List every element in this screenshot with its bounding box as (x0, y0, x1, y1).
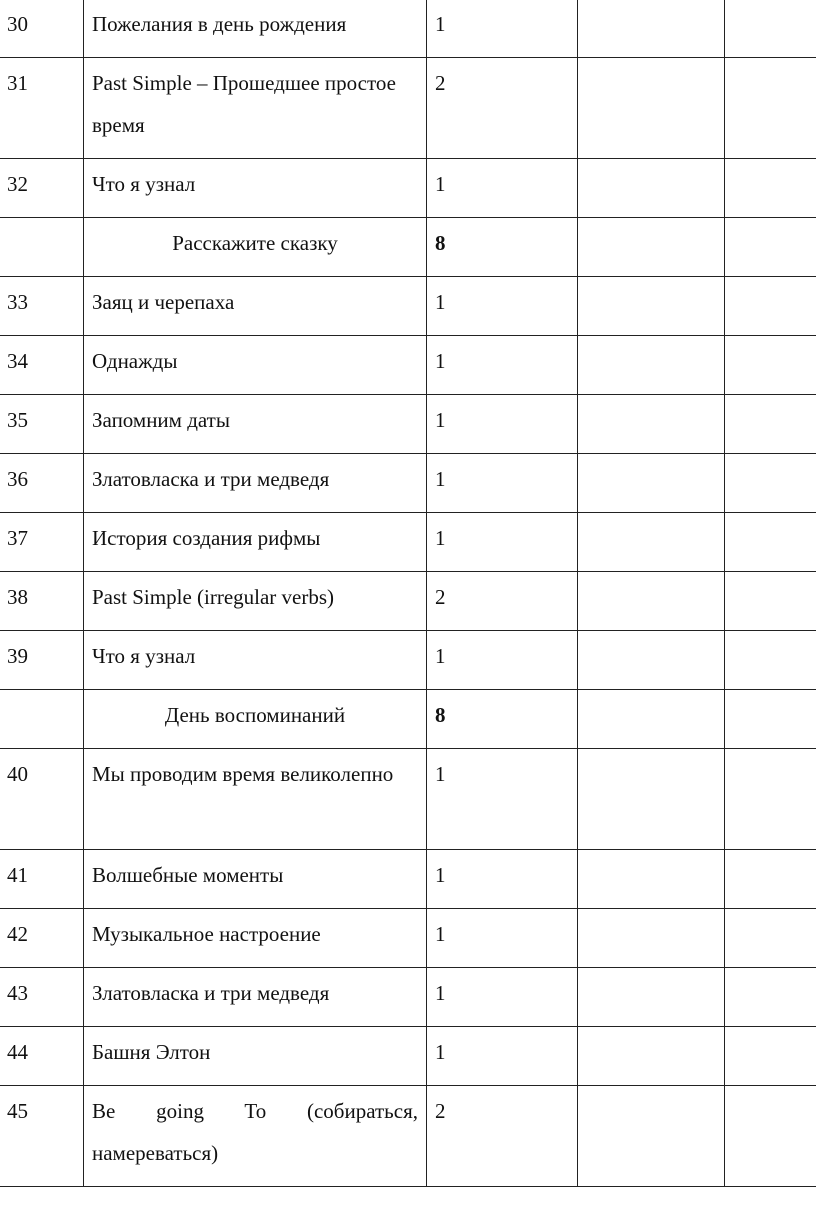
table-row (0, 1027, 816, 1086)
empty-cell (725, 850, 816, 909)
lesson-topic: Что я узнал (84, 159, 427, 218)
lesson-topic: Past Simple (irregular verbs) (84, 572, 427, 631)
lesson-topic: Мы проводим время великолепно (84, 749, 427, 850)
lesson-hours: 2 (427, 58, 578, 159)
empty-cell (725, 968, 816, 1027)
lesson-number: 34 (0, 336, 84, 395)
lesson-topic: Волшебные моменты (84, 850, 427, 909)
table-row (0, 850, 816, 909)
lesson-number: 45 (0, 1086, 84, 1187)
lesson-topic: Past Simple – Прошедшее простое время (84, 58, 427, 159)
empty-cell (578, 572, 725, 631)
table-row (0, 159, 816, 218)
empty-cell (725, 749, 816, 850)
section-number (0, 690, 84, 749)
lesson-hours: 1 (427, 968, 578, 1027)
lesson-topic: Be going To (собираться, намереваться) (84, 1086, 427, 1187)
empty-cell (578, 968, 725, 1027)
table-row (0, 277, 816, 336)
empty-cell (725, 58, 816, 159)
lesson-topic: Златовласка и три медведя (84, 454, 427, 513)
empty-cell (725, 277, 816, 336)
lesson-hours: 1 (427, 0, 578, 58)
lesson-hours: 1 (427, 513, 578, 572)
empty-cell (578, 58, 725, 159)
lesson-topic: Заяц и черепаха (84, 277, 427, 336)
lesson-number: 40 (0, 749, 84, 850)
empty-cell (578, 454, 725, 513)
empty-cell (578, 277, 725, 336)
table-row (0, 749, 816, 850)
empty-cell (578, 0, 725, 58)
empty-cell (725, 218, 816, 277)
empty-cell (725, 690, 816, 749)
lesson-topic: Златовласка и три медведя (84, 968, 427, 1027)
lesson-topic: Пожелания в день рождения (84, 0, 427, 58)
empty-cell (725, 1086, 816, 1187)
table-row (0, 572, 816, 631)
lesson-hours: 1 (427, 631, 578, 690)
table-row (0, 395, 816, 454)
empty-cell (725, 0, 816, 58)
empty-cell (578, 850, 725, 909)
empty-cell (578, 690, 725, 749)
table-row (0, 631, 816, 690)
table-row (0, 909, 816, 968)
empty-cell (578, 1027, 725, 1086)
empty-cell (725, 1027, 816, 1086)
empty-cell (578, 749, 725, 850)
lesson-number: 31 (0, 58, 84, 159)
lesson-hours: 1 (427, 159, 578, 218)
empty-cell (725, 454, 816, 513)
empty-cell (725, 572, 816, 631)
lesson-hours: 1 (427, 1027, 578, 1086)
table-row (0, 0, 816, 58)
lesson-topic: Что я узнал (84, 631, 427, 690)
empty-cell (725, 513, 816, 572)
lesson-topic: Башня Элтон (84, 1027, 427, 1086)
empty-cell (578, 513, 725, 572)
section-hours: 8 (427, 218, 578, 277)
section-row (0, 690, 816, 749)
lesson-hours: 2 (427, 572, 578, 631)
lesson-hours: 1 (427, 909, 578, 968)
empty-cell (725, 631, 816, 690)
empty-cell (578, 218, 725, 277)
lesson-topic: Музыкальное настроение (84, 909, 427, 968)
lesson-topic: Однажды (84, 336, 427, 395)
table-row (0, 336, 816, 395)
table-row (0, 513, 816, 572)
lesson-number: 43 (0, 968, 84, 1027)
lesson-hours: 2 (427, 1086, 578, 1187)
section-title: Расскажите сказку (84, 218, 427, 277)
lesson-hours: 1 (427, 749, 578, 850)
lesson-number: 37 (0, 513, 84, 572)
empty-cell (725, 395, 816, 454)
empty-cell (578, 909, 725, 968)
table-row (0, 1086, 816, 1187)
section-row (0, 218, 816, 277)
lesson-hours: 1 (427, 454, 578, 513)
lesson-hours: 1 (427, 277, 578, 336)
lesson-number: 38 (0, 572, 84, 631)
lesson-number: 36 (0, 454, 84, 513)
lesson-number: 41 (0, 850, 84, 909)
section-number (0, 218, 84, 277)
lesson-number: 30 (0, 0, 84, 58)
section-hours: 8 (427, 690, 578, 749)
lesson-number: 42 (0, 909, 84, 968)
lesson-number: 33 (0, 277, 84, 336)
lesson-hours: 1 (427, 850, 578, 909)
table-row (0, 968, 816, 1027)
lesson-number: 35 (0, 395, 84, 454)
table-row (0, 454, 816, 513)
empty-cell (578, 159, 725, 218)
empty-cell (578, 1086, 725, 1187)
empty-cell (725, 159, 816, 218)
empty-cell (725, 909, 816, 968)
lesson-number: 44 (0, 1027, 84, 1086)
lesson-hours: 1 (427, 395, 578, 454)
empty-cell (725, 336, 816, 395)
lesson-topic: Запомним даты (84, 395, 427, 454)
lesson-number: 32 (0, 159, 84, 218)
lesson-hours: 1 (427, 336, 578, 395)
empty-cell (578, 631, 725, 690)
empty-cell (578, 395, 725, 454)
empty-cell (578, 336, 725, 395)
lesson-number: 39 (0, 631, 84, 690)
table-row (0, 58, 816, 159)
section-title: День воспоминаний (84, 690, 427, 749)
lesson-topic: История создания рифмы (84, 513, 427, 572)
